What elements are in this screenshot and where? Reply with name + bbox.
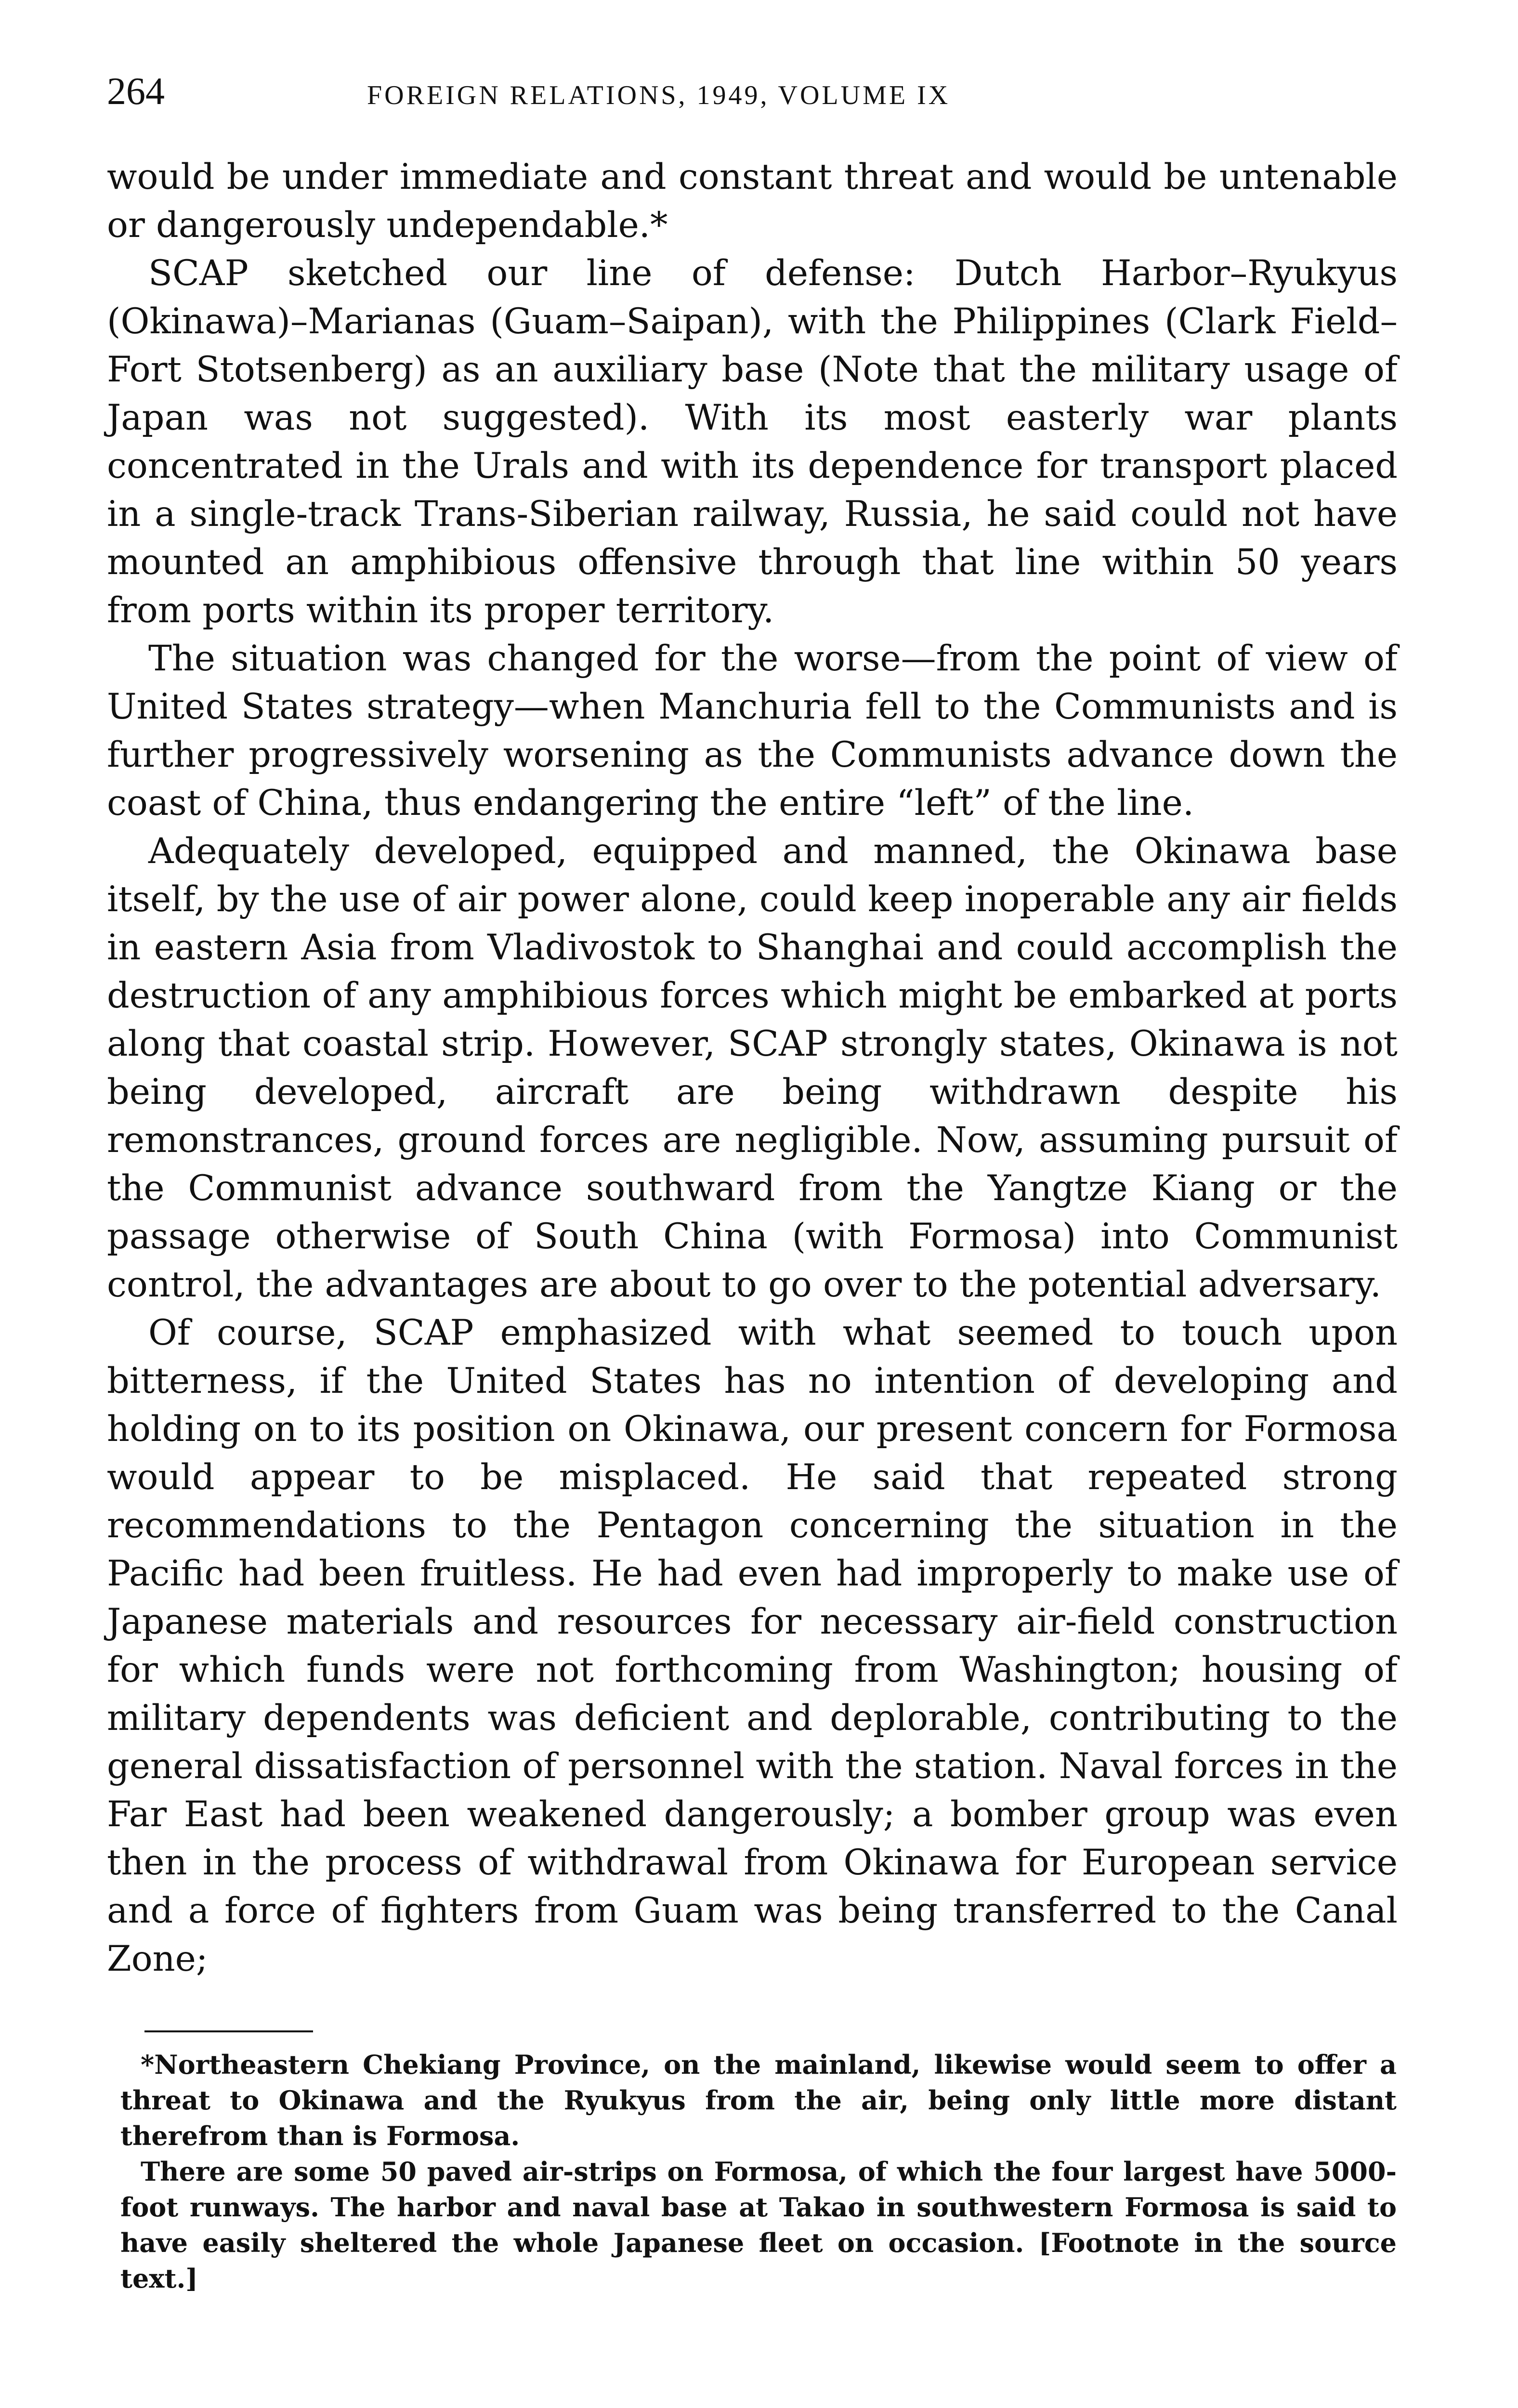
running-head: FOREIGN RELATIONS, 1949, VOLUME IX [367,80,951,110]
paragraph-line-of-defense: SCAP sketched our line of defense: Dutch Harbor–Ryukyus (Okinawa)–Marianas (Guam–Saipan), with the Philippines (Clark Field–Fort Stotsenberg) as an auxiliary base (Note that the military usage of Japan was not suggested). With its most easterly war plants concentrated in the Urals and with its dependence for transport placed in a single-track Trans-Siberian railway, Russia, he said could not have mounted an amphibious offensive through that line within 50 years from ports within its proper territory. [107,253,1398,631]
page-number: 264 [107,70,165,113]
footnote-air-strips: There are some 50 paved air-strips on Formosa, of which the four largest have 5000-foot runways. The harbor and naval base at Takao in southwestern Formosa is said to have easily sheltered the whole Japanese fleet on occasion. [Footnote in the source text.] [120,2156,1397,2294]
paragraph-scap-emphasized: Of course, SCAP emphasized with what seemed to touch upon bitterness, if the United States has no intention of developing and holding on to its position on Okinawa, our present concern for Formosa would appear to be misplaced. He said that repeated strong recommendations to the Pentagon concerning the situation in the Pacific had been fruitless. He had even had improperly to make use of Japanese materials and resources for necessary air-field construction for which funds were not forthcoming from Washington; housing of military dependents was deficient and deplorable, contributing to the general dissatisfaction of personnel with the station. Naval forces in the Far East had been weakened dangerously; a bomber group was even then in the process of withdrawal from Okinawa for European service and a force of fighters from Guam was being transferred to the Canal Zone; [107,1312,1398,1979]
paragraph-continued: would be under immediate and constant threat and would be untenable or dangerously undependable.* [107,157,1398,246]
paragraph-okinawa-base: Adequately developed, equipped and manned, the Okinawa base itself, by the use of air power alone, could keep inoperable any air fields in eastern Asia from Vladivostok to Shanghai and could accomplish the destruction of any amphibious forces which might be embarked at ports along that coastal strip. However, SCAP strongly states, Okinawa is not being developed, aircraft are being withdrawn despite his remonstrances, ground forces are negligible. Now, assuming pursuit of the Communist advance southward from the Yangtze Kiang or the passage otherwise of South China (with Formosa) into Communist control, the advantages are about to go over to the potential adversary. [107,831,1398,1305]
footnotes [120,2047,1397,2296]
footnote-divider [144,2030,313,2032]
page-header [107,67,1398,120]
footnote-chekiang: *Northeastern Chekiang Province, on the mainland, likewise would seem to offer a threat to Okinawa and the Ryukyus from the air, being only little more distant therefrom than is Formosa. [120,2049,1397,2151]
paragraph-situation-changed: The situation was changed for the worse—from the point of view of United States strategy—when Manchuria fell to the Communists and is further progressively worsening as the Communists advance down the coast of China, thus endangering the entire “left” of the line. [107,638,1398,824]
body-text [107,153,1398,1983]
